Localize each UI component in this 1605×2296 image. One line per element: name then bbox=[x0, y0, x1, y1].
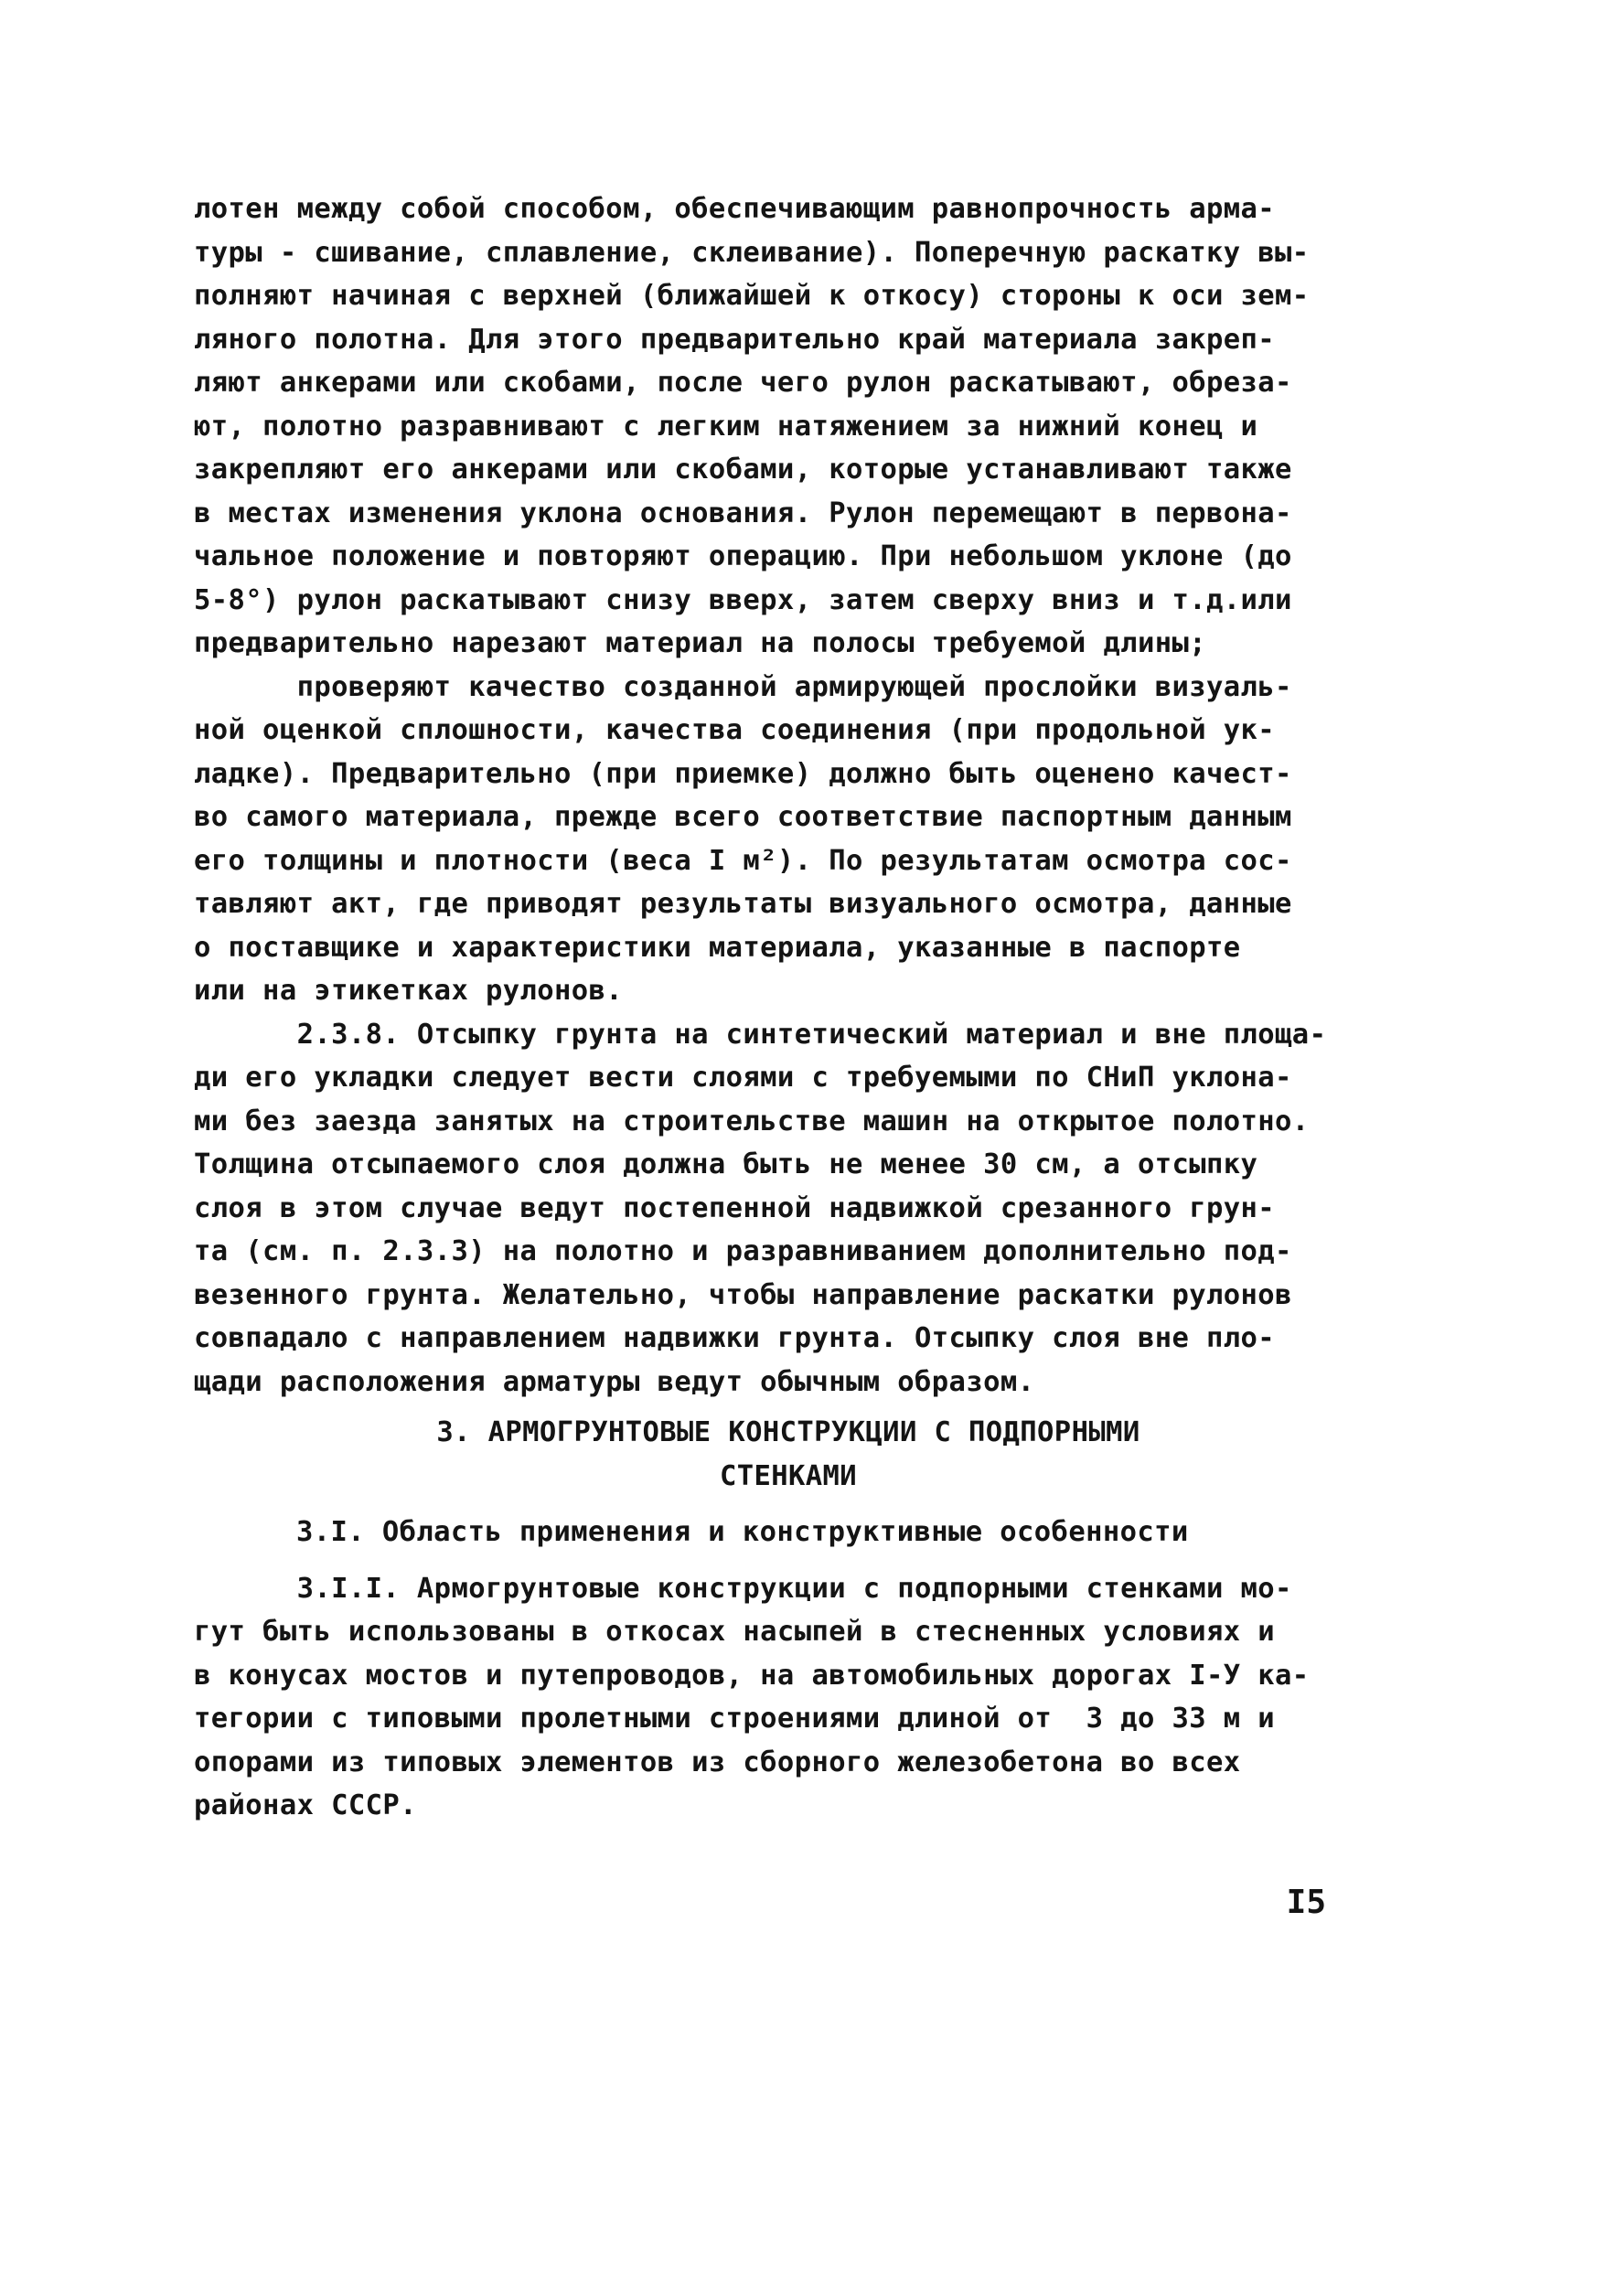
spacer bbox=[194, 1404, 1328, 1411]
section-heading: 3. АРМОГРУНТОВЫЕ КОНСТРУКЦИИ С ПОДПОРНЫМИ СТЕНКАМИ bbox=[436, 1416, 1140, 1492]
paragraph-2-3-8: 2.3.8. Отсыпку грунта на синтетический материал и вне площа- ди его укладки следует вести слоями с требуемыми по СНиП уклона- ми без заезда занятых на строительстве машин на открытое полотно. Толщина отсыпаемого слоя должна быть не менее 30 см, а отсыпку слоя в этом случае ведут постепенной надвижкой срезанного грун- та (см. п. 2.3.3) на полотно и разравниванием дополнительно под- везенного грунта. Желательно, чтобы направление раскатки рулонов совпадало с направлением надвижки грунта. Отсыпку слоя вне пло- щади расположения арматуры ведут обычным образом. bbox=[194, 1018, 1327, 1398]
spacer bbox=[194, 1554, 1328, 1567]
paragraph-quality-check: проверяют качество созданной армирующей прослойки визуаль- ной оценкой сплошности, качества соединения (при продольной ук- ладке). Предварительно (при приемке) должно быть оценено качест- во самого материала, прежде всего соответствие паспортным данным его толщины и плотности (веса I м²). По результатам осмотра сос- тавляют акт, где приводят результаты визуального осмотра, данные о поставщике и характеристики материала, указанные в паспорте или на этикетках рулонов. bbox=[194, 670, 1292, 1007]
subsection-heading: 3.I. Область применения и конструктивные особенности bbox=[296, 1516, 1189, 1548]
paragraph-3-1-1: 3.I.I. Армогрунтовые конструкции с подпорными стенками мо- гут быть использованы в откосах насыпей в стесненных условиях и в конусах мостов и путепроводов, на автомобильных дорогах I-У ка- тегории с типовыми пролетными строениями длиной от 3 до 33 м и опорами из типовых элементов из сборного железобетона во всех районах СССР. bbox=[194, 1572, 1310, 1821]
page-body bbox=[194, 187, 1328, 1828]
paragraph-continued: лотен между собой способом, обеспечивающим равнопрочность арма- туры - сшивание, сплавление, склеивание). Поперечную раскатку вы- полняют начиная с верхней (ближайшей к откосу) стороны к оси зем- ляного полотна. Для этого предварительно край материала закреп- ляют анкерами или скобами, после чего рулон раскатывают, обреза- ют, полотно разравнивают с легким натяжением за нижний конец и закрепляют его анкерами или скобами, которые устанавливают также в местах изменения уклона основания. Рулон перемещают в первона- чальное положение и повторяют операцию. При небольшом уклоне (до 5-8°) рулон раскатывают снизу вверх, затем сверху вниз и т.д.или предварительно нарезают материал на полосы требуемой длины; bbox=[194, 193, 1310, 659]
page-number: I5 bbox=[1286, 1884, 1326, 1921]
spacer bbox=[194, 1498, 1328, 1511]
